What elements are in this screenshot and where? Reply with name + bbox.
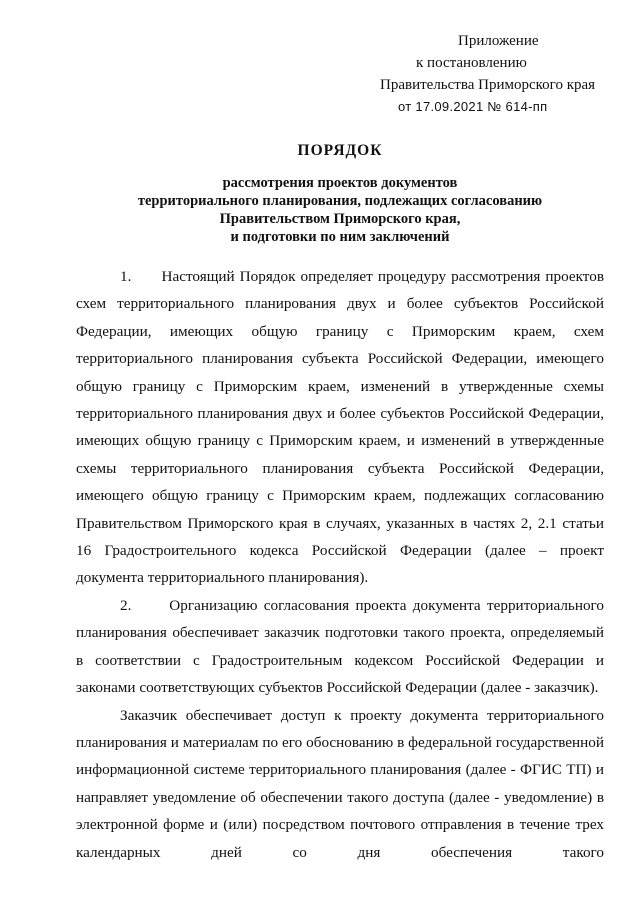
appendix-date-number: от 17.09.2021 № 614-пп	[398, 99, 548, 114]
document-title-block	[60, 142, 620, 246]
appendix-resolution: к постановлению	[416, 55, 527, 71]
document-title: ПОРЯДОК	[297, 142, 383, 159]
document-body	[76, 263, 604, 866]
document-subtitle-line: и подготовки по ним заключений	[230, 229, 450, 245]
paragraph-1: 1. Настоящий Порядок определяет процедуру рассмотрения проектов схем территориального планирования двух и более субъектов Российской Федерации, имеющих общую границу с Приморским краем, схем территориального планирования субъекта Российской Федерации, имеющего общую границу с Приморским краем, изменений в утвержденные схемы территориального планирования двух и более субъектов Российской Федерации, имеющих общую границу с Приморским краем, и изменений в утвержденные схемы территориального планирования субъекта Российской Федерации, имеющего общую границу с Приморским краем, подлежащих согласованию Правительством Приморского края в случаях, указанных в частях 2, 2.1 статьи 16 Градостроительного кодекса Российской Федерации (далее – проект документа территориального планирования).	[76, 268, 604, 587]
appendix-header	[380, 30, 595, 118]
document-subtitle-line: территориального планирования, подлежащих согласованию	[137, 193, 543, 209]
appendix-government: Правительства Приморского края	[380, 77, 596, 93]
appendix-label: Приложение	[458, 33, 539, 49]
document-subtitle-line: Правительством Приморского края,	[219, 211, 461, 227]
paragraph-3: Заказчик обеспечивает доступ к проекту документа территориального планирования и материалам по его обоснованию в федеральной государственной информационной системе территориального планирования (далее - ФГИС ТП) и направляет уведомление об обеспечении такого доступа (далее - уведомление) в электронной форме и (или) посредством почтового отправления в течение трех календарных дней со дня обеспечения такого	[76, 706, 604, 861]
paragraph-2: 2. Организацию согласования проекта документа территориального планирования обеспечивает заказчик подготовки такого проекта, определяемый в соответствии с Градостроительным кодексом Российской Федерации и законами соответствующих субъектов Российской Федерации (далее - заказчик).	[76, 596, 604, 697]
document-subtitle-line: рассмотрения проектов документов	[222, 175, 458, 191]
